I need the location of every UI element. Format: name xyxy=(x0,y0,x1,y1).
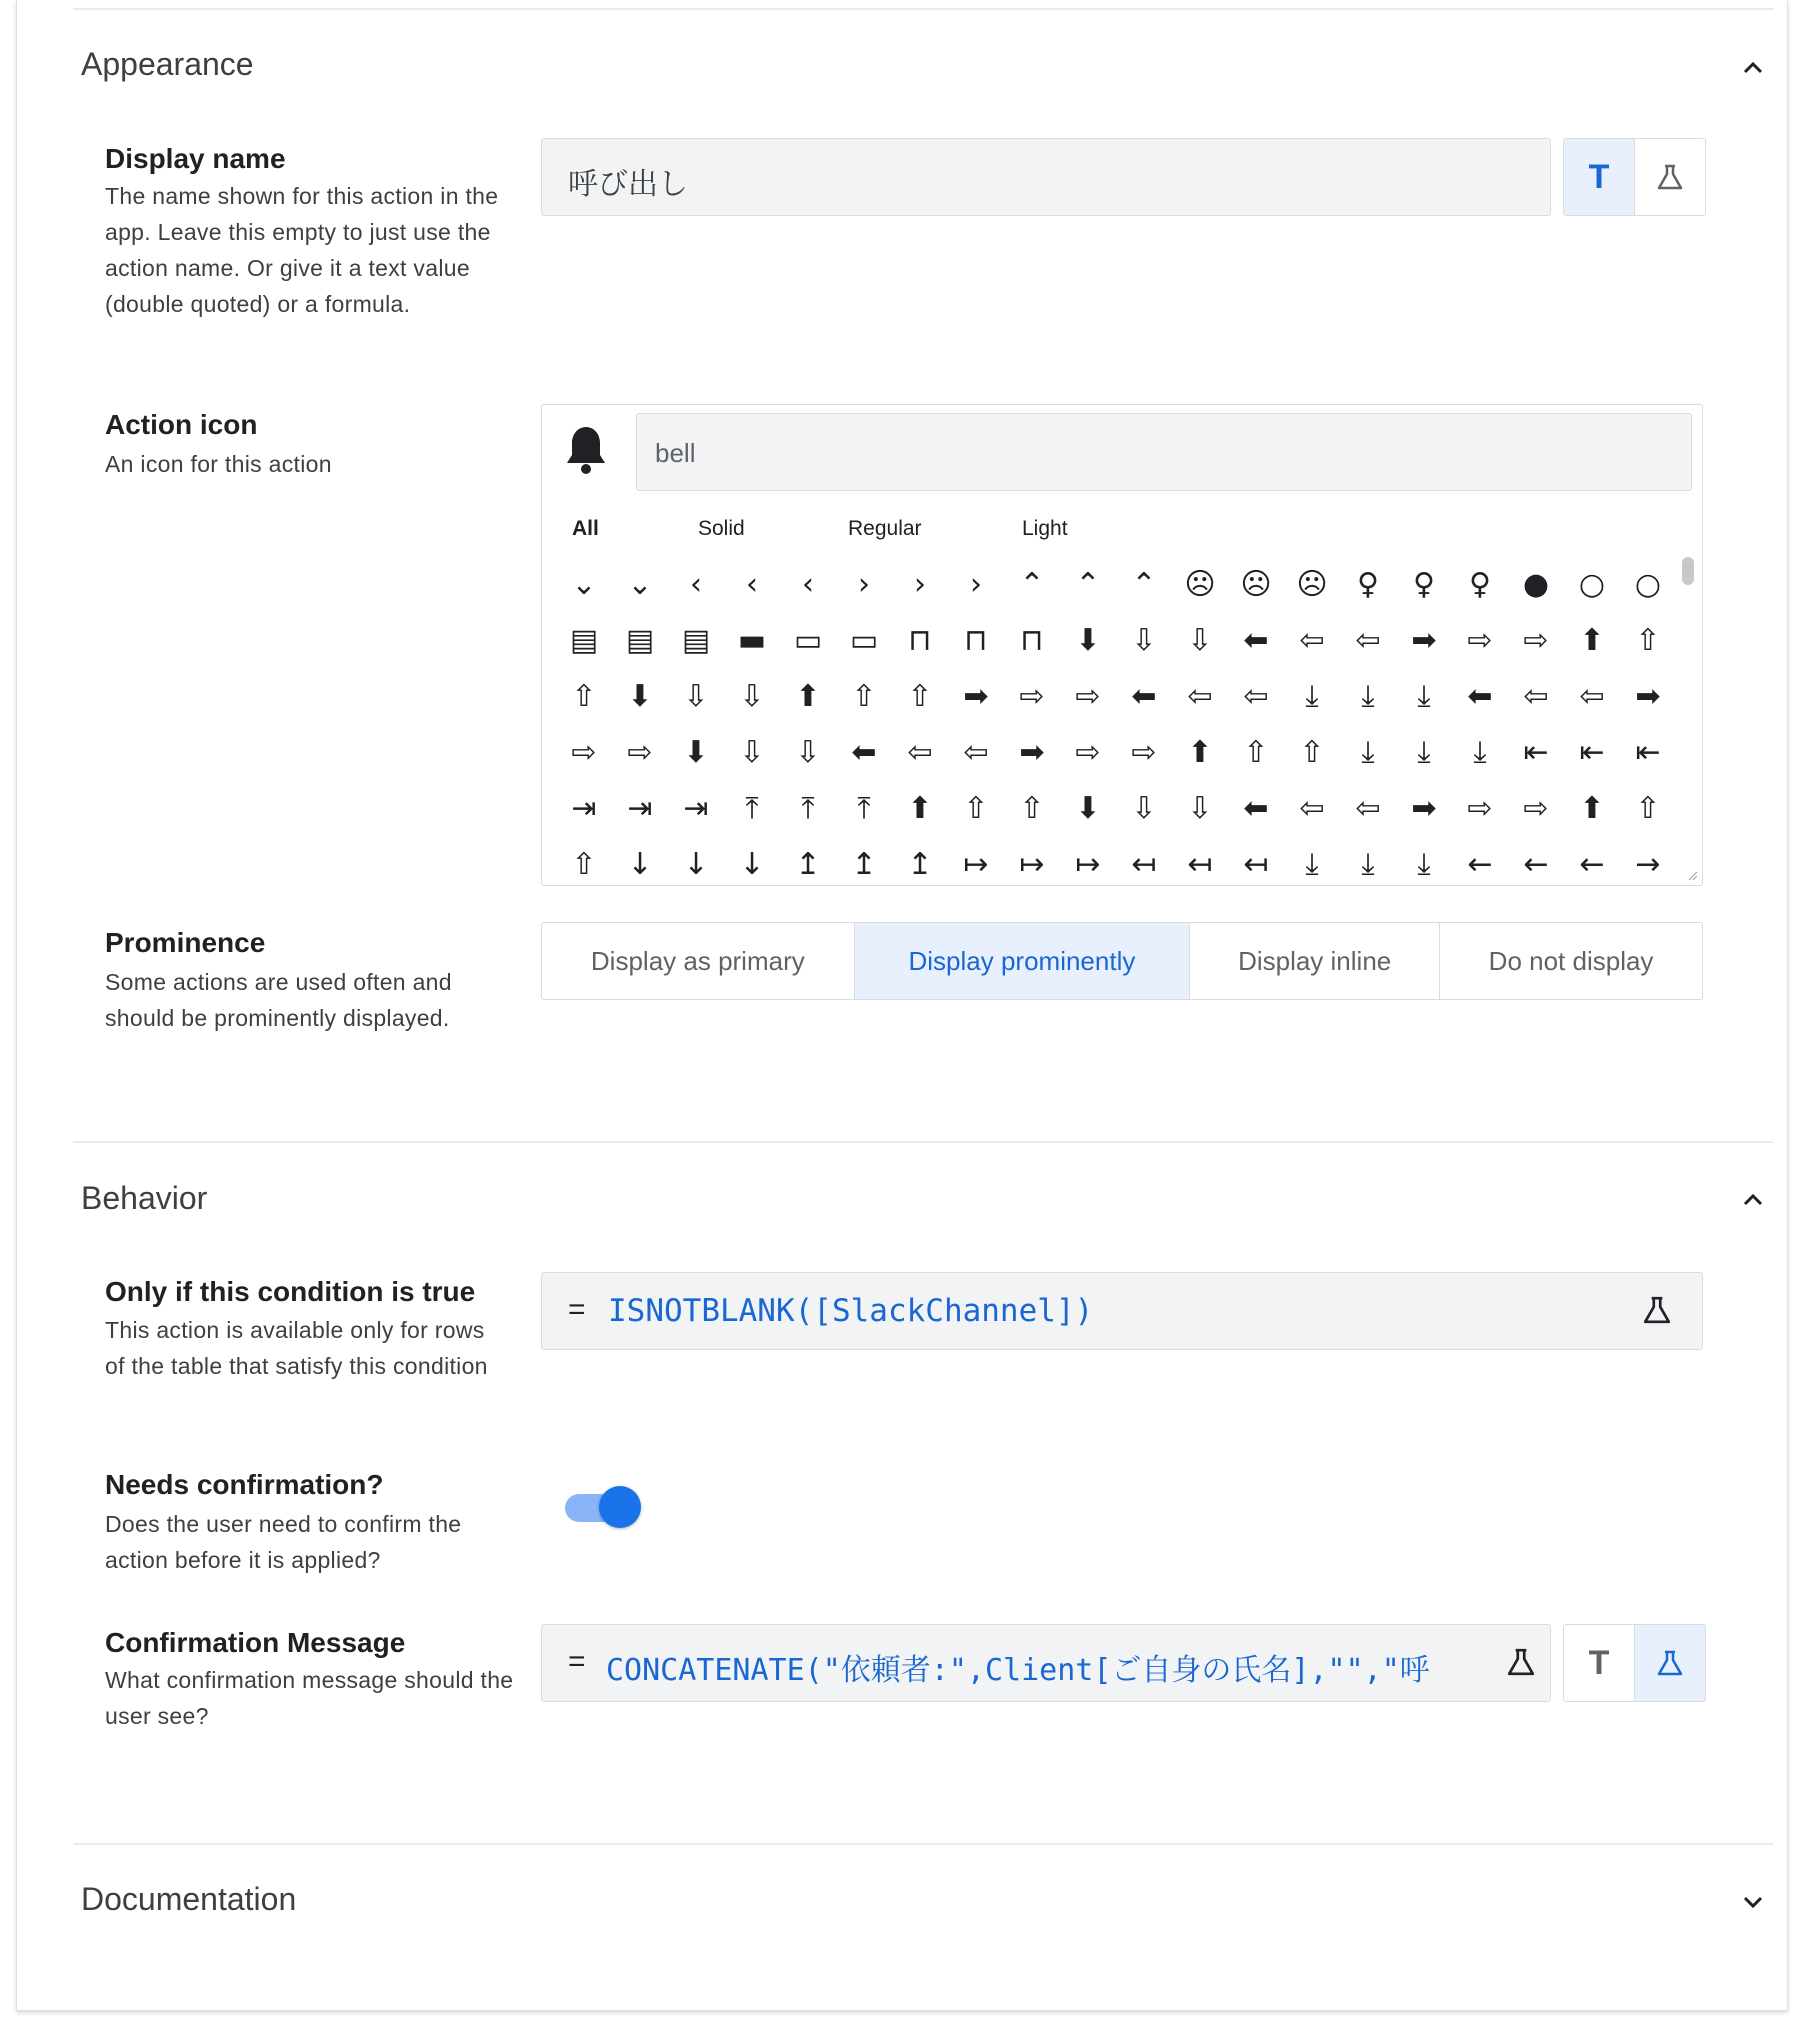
icon-option[interactable]: ⊓ xyxy=(964,623,988,658)
icon-option[interactable]: ← xyxy=(1467,847,1493,882)
icon-search-input[interactable] xyxy=(636,413,1692,491)
chevron-up-icon[interactable] xyxy=(1733,1180,1773,1220)
icon-option[interactable]: ⌃ xyxy=(1019,567,1045,602)
behavior-divider xyxy=(73,1843,1773,1845)
icon-search-value: bell xyxy=(655,438,696,468)
icon-option[interactable]: ↓ xyxy=(739,847,765,882)
text-mode-icon: T xyxy=(1588,157,1610,196)
do-not-display-option[interactable]: Do not display xyxy=(1488,945,1654,976)
icon-option[interactable]: ↓ xyxy=(627,847,653,882)
condition-formula: ISNOTBLANK([SlackChannel]) xyxy=(608,1293,1094,1329)
icon-option[interactable]: ⤓ xyxy=(1305,847,1319,882)
icon-option[interactable]: ↤ xyxy=(1187,847,1213,882)
icon-option[interactable]: ⊓ xyxy=(908,623,932,658)
icon-option[interactable]: ⇥ xyxy=(571,791,597,826)
tab-solid[interactable]: Solid xyxy=(698,517,745,540)
text-mode-button[interactable] xyxy=(1563,1624,1635,1702)
text-mode-icon: T xyxy=(1588,1643,1610,1682)
icon-option[interactable]: ⇩ xyxy=(1131,623,1157,658)
confirmation-message-formula: CONCATENATE("依頼者:",Client[ご自身の氏名],"","呼 xyxy=(606,1653,1430,1688)
prominence-label: Prominence xyxy=(105,927,266,958)
icon-option[interactable]: ▭ xyxy=(849,623,879,658)
icon-option[interactable]: ☹ xyxy=(1240,567,1272,602)
icon-option[interactable]: › xyxy=(970,567,982,602)
needs-confirmation-label: Needs confirmation? xyxy=(105,1469,384,1500)
icon-option[interactable]: ⇩ xyxy=(739,679,765,714)
display-prominently-option[interactable]: Display prominently xyxy=(855,923,1191,999)
icon-option[interactable]: ▤ xyxy=(569,623,599,658)
icon-option[interactable]: ● xyxy=(1522,567,1550,602)
display-name-value: 呼び出し xyxy=(568,168,688,201)
icon-option[interactable]: ↦ xyxy=(1075,847,1101,882)
icon-option[interactable]: ↦ xyxy=(1019,847,1045,882)
icon-option[interactable]: ⇧ xyxy=(851,679,877,714)
icon-option[interactable]: ⤒ xyxy=(745,791,759,826)
confirmation-message-prefix: = xyxy=(568,1645,586,1678)
display-name-label: Display name xyxy=(105,143,286,174)
icon-option[interactable]: ⇨ xyxy=(1131,735,1157,770)
icon-option[interactable]: ⇦ xyxy=(907,735,933,770)
icon-option[interactable]: ⇧ xyxy=(1019,791,1045,826)
icon-option[interactable]: ▬ xyxy=(737,623,767,658)
icon-option[interactable]: ‹ xyxy=(690,567,702,602)
display-as-primary-option[interactable]: Display as primary xyxy=(542,923,855,999)
icon-option[interactable]: ⇤ xyxy=(1579,735,1605,770)
icon-option[interactable]: ⇦ xyxy=(1355,623,1381,658)
confirmation-message-label: Confirmation Message xyxy=(105,1627,406,1658)
icon-option[interactable]: ⇧ xyxy=(571,679,597,714)
icon-option[interactable]: ⇨ xyxy=(1075,679,1101,714)
tab-light[interactable]: Light xyxy=(1022,517,1068,540)
icon-option[interactable]: ⇨ xyxy=(1467,791,1493,826)
display-inline-option[interactable]: Display inline xyxy=(1190,923,1440,999)
icon-option[interactable]: ⊓ xyxy=(1020,623,1044,658)
icon-option[interactable]: ⇦ xyxy=(1355,791,1381,826)
icon-option[interactable]: ⇨ xyxy=(571,735,597,770)
icon-option[interactable]: ⇧ xyxy=(571,847,597,882)
icon-option[interactable]: ➡ xyxy=(963,679,989,714)
icon-option[interactable]: ⇤ xyxy=(1635,735,1661,770)
icon-option[interactable]: ▤ xyxy=(681,623,711,658)
icon-option[interactable]: ➡ xyxy=(1019,735,1045,770)
icon-option[interactable]: ⬆ xyxy=(795,679,821,714)
chevron-down-icon[interactable] xyxy=(1733,1882,1773,1922)
icon-option[interactable]: ⬇ xyxy=(1075,623,1101,658)
flask-icon[interactable] xyxy=(1642,1295,1672,1325)
icon-option[interactable]: ⇨ xyxy=(1075,735,1101,770)
icon-option[interactable]: ⤓ xyxy=(1417,847,1431,882)
resize-handle-icon[interactable] xyxy=(1688,871,1698,881)
icon-option[interactable]: ⬆ xyxy=(907,791,933,826)
behavior-title: Behavior xyxy=(81,1180,208,1216)
icon-option[interactable]: ⬆ xyxy=(1579,791,1605,826)
icon-option[interactable]: ⤓ xyxy=(1361,847,1375,882)
action-icon-label: Action icon xyxy=(105,409,258,440)
prominence-description: Some actions are used often and should be prominently displayed. xyxy=(105,969,452,1031)
formula-mode-button[interactable] xyxy=(1634,1624,1706,1702)
icon-option[interactable]: ○ xyxy=(1578,567,1606,602)
tab-all[interactable]: All xyxy=(572,517,599,540)
icon-option[interactable]: ⇦ xyxy=(1243,679,1269,714)
icon-option[interactable]: ⇧ xyxy=(907,679,933,714)
icon-option[interactable]: ↥ xyxy=(851,847,877,882)
icon-option[interactable]: ⬅ xyxy=(1131,679,1157,714)
formula-mode-button[interactable] xyxy=(1634,138,1706,216)
icon-option[interactable]: ⇩ xyxy=(1131,791,1157,826)
icon-option[interactable]: ↦ xyxy=(963,847,989,882)
icon-option[interactable]: ⤓ xyxy=(1361,679,1375,714)
needs-confirmation-toggle[interactable] xyxy=(565,1486,641,1530)
flask-icon xyxy=(1656,1649,1684,1677)
icon-option[interactable]: ⤓ xyxy=(1361,735,1375,770)
display-name-input[interactable] xyxy=(541,138,1551,216)
icon-option[interactable]: ⇨ xyxy=(1523,623,1549,658)
icon-option[interactable]: → xyxy=(1635,847,1661,882)
icon-option[interactable]: ☹ xyxy=(1296,567,1328,602)
icon-option[interactable]: ⬆ xyxy=(1579,623,1605,658)
icon-option[interactable]: ⇩ xyxy=(1187,623,1213,658)
icon-option[interactable]: › xyxy=(858,567,870,602)
documentation-title: Documentation xyxy=(81,1881,297,1917)
icon-option[interactable]: ⬅ xyxy=(1467,679,1493,714)
icon-option[interactable]: ⇧ xyxy=(1299,735,1325,770)
icon-option[interactable]: ⇦ xyxy=(1187,679,1213,714)
icon-option[interactable]: ⬅ xyxy=(851,735,877,770)
icon-option[interactable]: ⬆ xyxy=(1187,735,1213,770)
tab-regular[interactable]: Regular xyxy=(848,517,922,540)
icon-option[interactable]: ⌄ xyxy=(627,567,653,602)
prominence-selector xyxy=(541,922,1703,1000)
icon-option[interactable]: ⇥ xyxy=(627,791,653,826)
flask-icon xyxy=(1506,1647,1536,1677)
icon-option[interactable]: ➡ xyxy=(1411,791,1437,826)
display-name-description: The name shown for this action in the app. Leave this empty to just use the action name. Or give it a text value (double quoted) or a formula. xyxy=(105,183,499,317)
icon-option[interactable]: ♀ xyxy=(1357,567,1379,602)
icon-option[interactable]: ⌃ xyxy=(1131,567,1157,602)
icon-option[interactable]: ⇦ xyxy=(1299,791,1325,826)
icon-option[interactable]: ⇥ xyxy=(683,791,709,826)
icon-option[interactable]: ‹ xyxy=(802,567,814,602)
icon-option[interactable]: ⤓ xyxy=(1473,735,1487,770)
icon-option[interactable]: ⇦ xyxy=(1299,623,1325,658)
icon-option[interactable]: ⇨ xyxy=(1467,623,1493,658)
icon-option[interactable]: ⇦ xyxy=(963,735,989,770)
icon-option[interactable]: ⇦ xyxy=(1523,679,1549,714)
text-mode-button[interactable] xyxy=(1563,138,1635,216)
appearance-divider xyxy=(73,1141,1773,1143)
icon-option[interactable]: ⌄ xyxy=(571,567,597,602)
needs-confirmation-description: Does the user need to confirm the action before it is applied? xyxy=(105,1511,462,1573)
icon-option[interactable]: ↥ xyxy=(907,847,933,882)
icon-option[interactable]: ⤓ xyxy=(1417,735,1431,770)
icon-grid-scrollbar[interactable] xyxy=(1682,557,1694,585)
icon-option[interactable]: ⤓ xyxy=(1417,679,1431,714)
flask-icon xyxy=(1656,163,1684,191)
icon-option[interactable]: ⬇ xyxy=(627,679,653,714)
icon-option[interactable]: ⬅ xyxy=(1243,623,1269,658)
icon-option[interactable]: ⇩ xyxy=(683,679,709,714)
icon-option[interactable]: ← xyxy=(1579,847,1605,882)
toggle-thumb xyxy=(599,1486,641,1528)
icon-option[interactable]: ⬇ xyxy=(683,735,709,770)
confirmation-message-input[interactable] xyxy=(541,1624,1551,1702)
condition-description: This action is available only for rows of the table that satisfy this condition xyxy=(105,1317,488,1379)
confirmation-message-description: What confirmation message should the user see? xyxy=(105,1667,514,1729)
icon-option[interactable]: ▭ xyxy=(793,623,823,658)
icon-option[interactable]: ⇤ xyxy=(1523,735,1549,770)
icon-grid xyxy=(556,557,1662,893)
icon-option[interactable]: ⇨ xyxy=(1019,679,1045,714)
bell-icon xyxy=(564,425,608,475)
icon-option[interactable]: ⇧ xyxy=(1635,791,1661,826)
icon-option[interactable]: ⤒ xyxy=(801,791,815,826)
icon-option[interactable]: ⬅ xyxy=(1243,791,1269,826)
icon-option[interactable]: ↥ xyxy=(795,847,821,882)
icon-option[interactable]: ⇩ xyxy=(1187,791,1213,826)
icon-option[interactable]: ⇨ xyxy=(1523,791,1549,826)
icon-option[interactable]: ⌃ xyxy=(1075,567,1101,602)
appearance-title: Appearance xyxy=(81,46,254,82)
chevron-up-icon[interactable] xyxy=(1733,48,1773,88)
icon-option[interactable]: ⇩ xyxy=(739,735,765,770)
icon-option[interactable]: ⇧ xyxy=(963,791,989,826)
condition-input[interactable] xyxy=(541,1272,1703,1350)
icon-option[interactable]: ➡ xyxy=(1411,623,1437,658)
icon-option[interactable]: ⇩ xyxy=(795,735,821,770)
condition-prefix: = xyxy=(568,1293,586,1326)
icon-option[interactable]: ↓ xyxy=(683,847,709,882)
icon-option[interactable]: › xyxy=(914,567,926,602)
icon-option[interactable]: ‹ xyxy=(746,567,758,602)
icon-option[interactable]: ⤒ xyxy=(857,791,871,826)
icon-option[interactable]: ♀ xyxy=(1469,567,1491,602)
icon-option[interactable]: ⇧ xyxy=(1635,623,1661,658)
icon-option[interactable]: ⇨ xyxy=(627,735,653,770)
action-icon-description: An icon for this action xyxy=(105,451,332,477)
icon-option[interactable]: ☹ xyxy=(1184,567,1216,602)
settings-panel xyxy=(16,0,1788,2011)
icon-option[interactable]: ↤ xyxy=(1243,847,1269,882)
icon-option[interactable]: ♀ xyxy=(1413,567,1435,602)
icon-option[interactable]: ⬇ xyxy=(1075,791,1101,826)
icon-option[interactable]: ↤ xyxy=(1131,847,1157,882)
condition-label: Only if this condition is true xyxy=(105,1276,476,1307)
icon-option[interactable]: ⇧ xyxy=(1243,735,1269,770)
icon-option[interactable]: ○ xyxy=(1634,567,1662,602)
icon-picker xyxy=(541,404,1703,886)
icon-option[interactable]: ▤ xyxy=(625,623,655,658)
icon-option[interactable]: ➡ xyxy=(1635,679,1661,714)
top-divider xyxy=(73,8,1773,10)
icon-option[interactable]: ⤓ xyxy=(1305,679,1319,714)
icon-option[interactable]: ← xyxy=(1523,847,1549,882)
icon-option[interactable]: ⇦ xyxy=(1579,679,1605,714)
